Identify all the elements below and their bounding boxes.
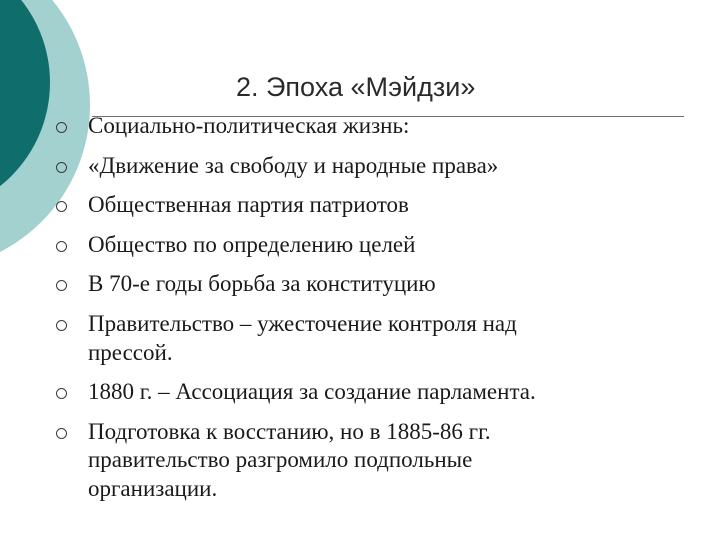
bullet-text-line: 1880 г. – Ассоциация за создание парламента. — [88, 379, 536, 405]
bullet-text-line: правительство разгромило подпольные — [88, 447, 473, 473]
bullet-text-line: Социально-политическая жизнь: — [88, 113, 410, 138]
bullet-item — [0, 152, 720, 181]
hollow-circle-bullet-icon — [56, 388, 67, 399]
bullet-item — [0, 191, 720, 220]
bullet-item — [0, 418, 720, 504]
bullet-text-line: прессой. — [88, 339, 173, 365]
hollow-circle-bullet-icon — [56, 280, 67, 291]
hollow-circle-bullet-icon — [56, 162, 67, 173]
bullet-item — [0, 310, 720, 367]
hollow-circle-bullet-icon — [56, 201, 67, 212]
hollow-circle-bullet-icon — [56, 428, 67, 439]
bullet-item — [0, 270, 720, 299]
bullet-text-line: Правительство – ужесточение контроля над — [88, 310, 517, 336]
bullet-item — [0, 112, 720, 141]
bullet-text-line: «Движение за свободу и народные права» — [88, 152, 499, 178]
hollow-circle-bullet-icon — [56, 122, 67, 133]
hollow-circle-bullet-icon — [56, 320, 67, 331]
bullet-text-line: Подготовка к восстанию, но в 1885-86 гг. — [88, 418, 491, 444]
bullet-text-line: организации. — [88, 475, 218, 501]
bullet-item — [0, 378, 720, 407]
slide-title: 2. Эпоха «Мэйдзи» — [236, 72, 476, 102]
bullet-text-line: Общество по определению целей — [88, 231, 416, 257]
bullet-list — [0, 112, 720, 515]
bullet-text-line: Общественная партия патриотов — [88, 192, 409, 218]
hollow-circle-bullet-icon — [56, 241, 67, 252]
bullet-text-line: В 70-е годы борьба за конституцию — [88, 271, 436, 297]
bullet-item — [0, 231, 720, 260]
